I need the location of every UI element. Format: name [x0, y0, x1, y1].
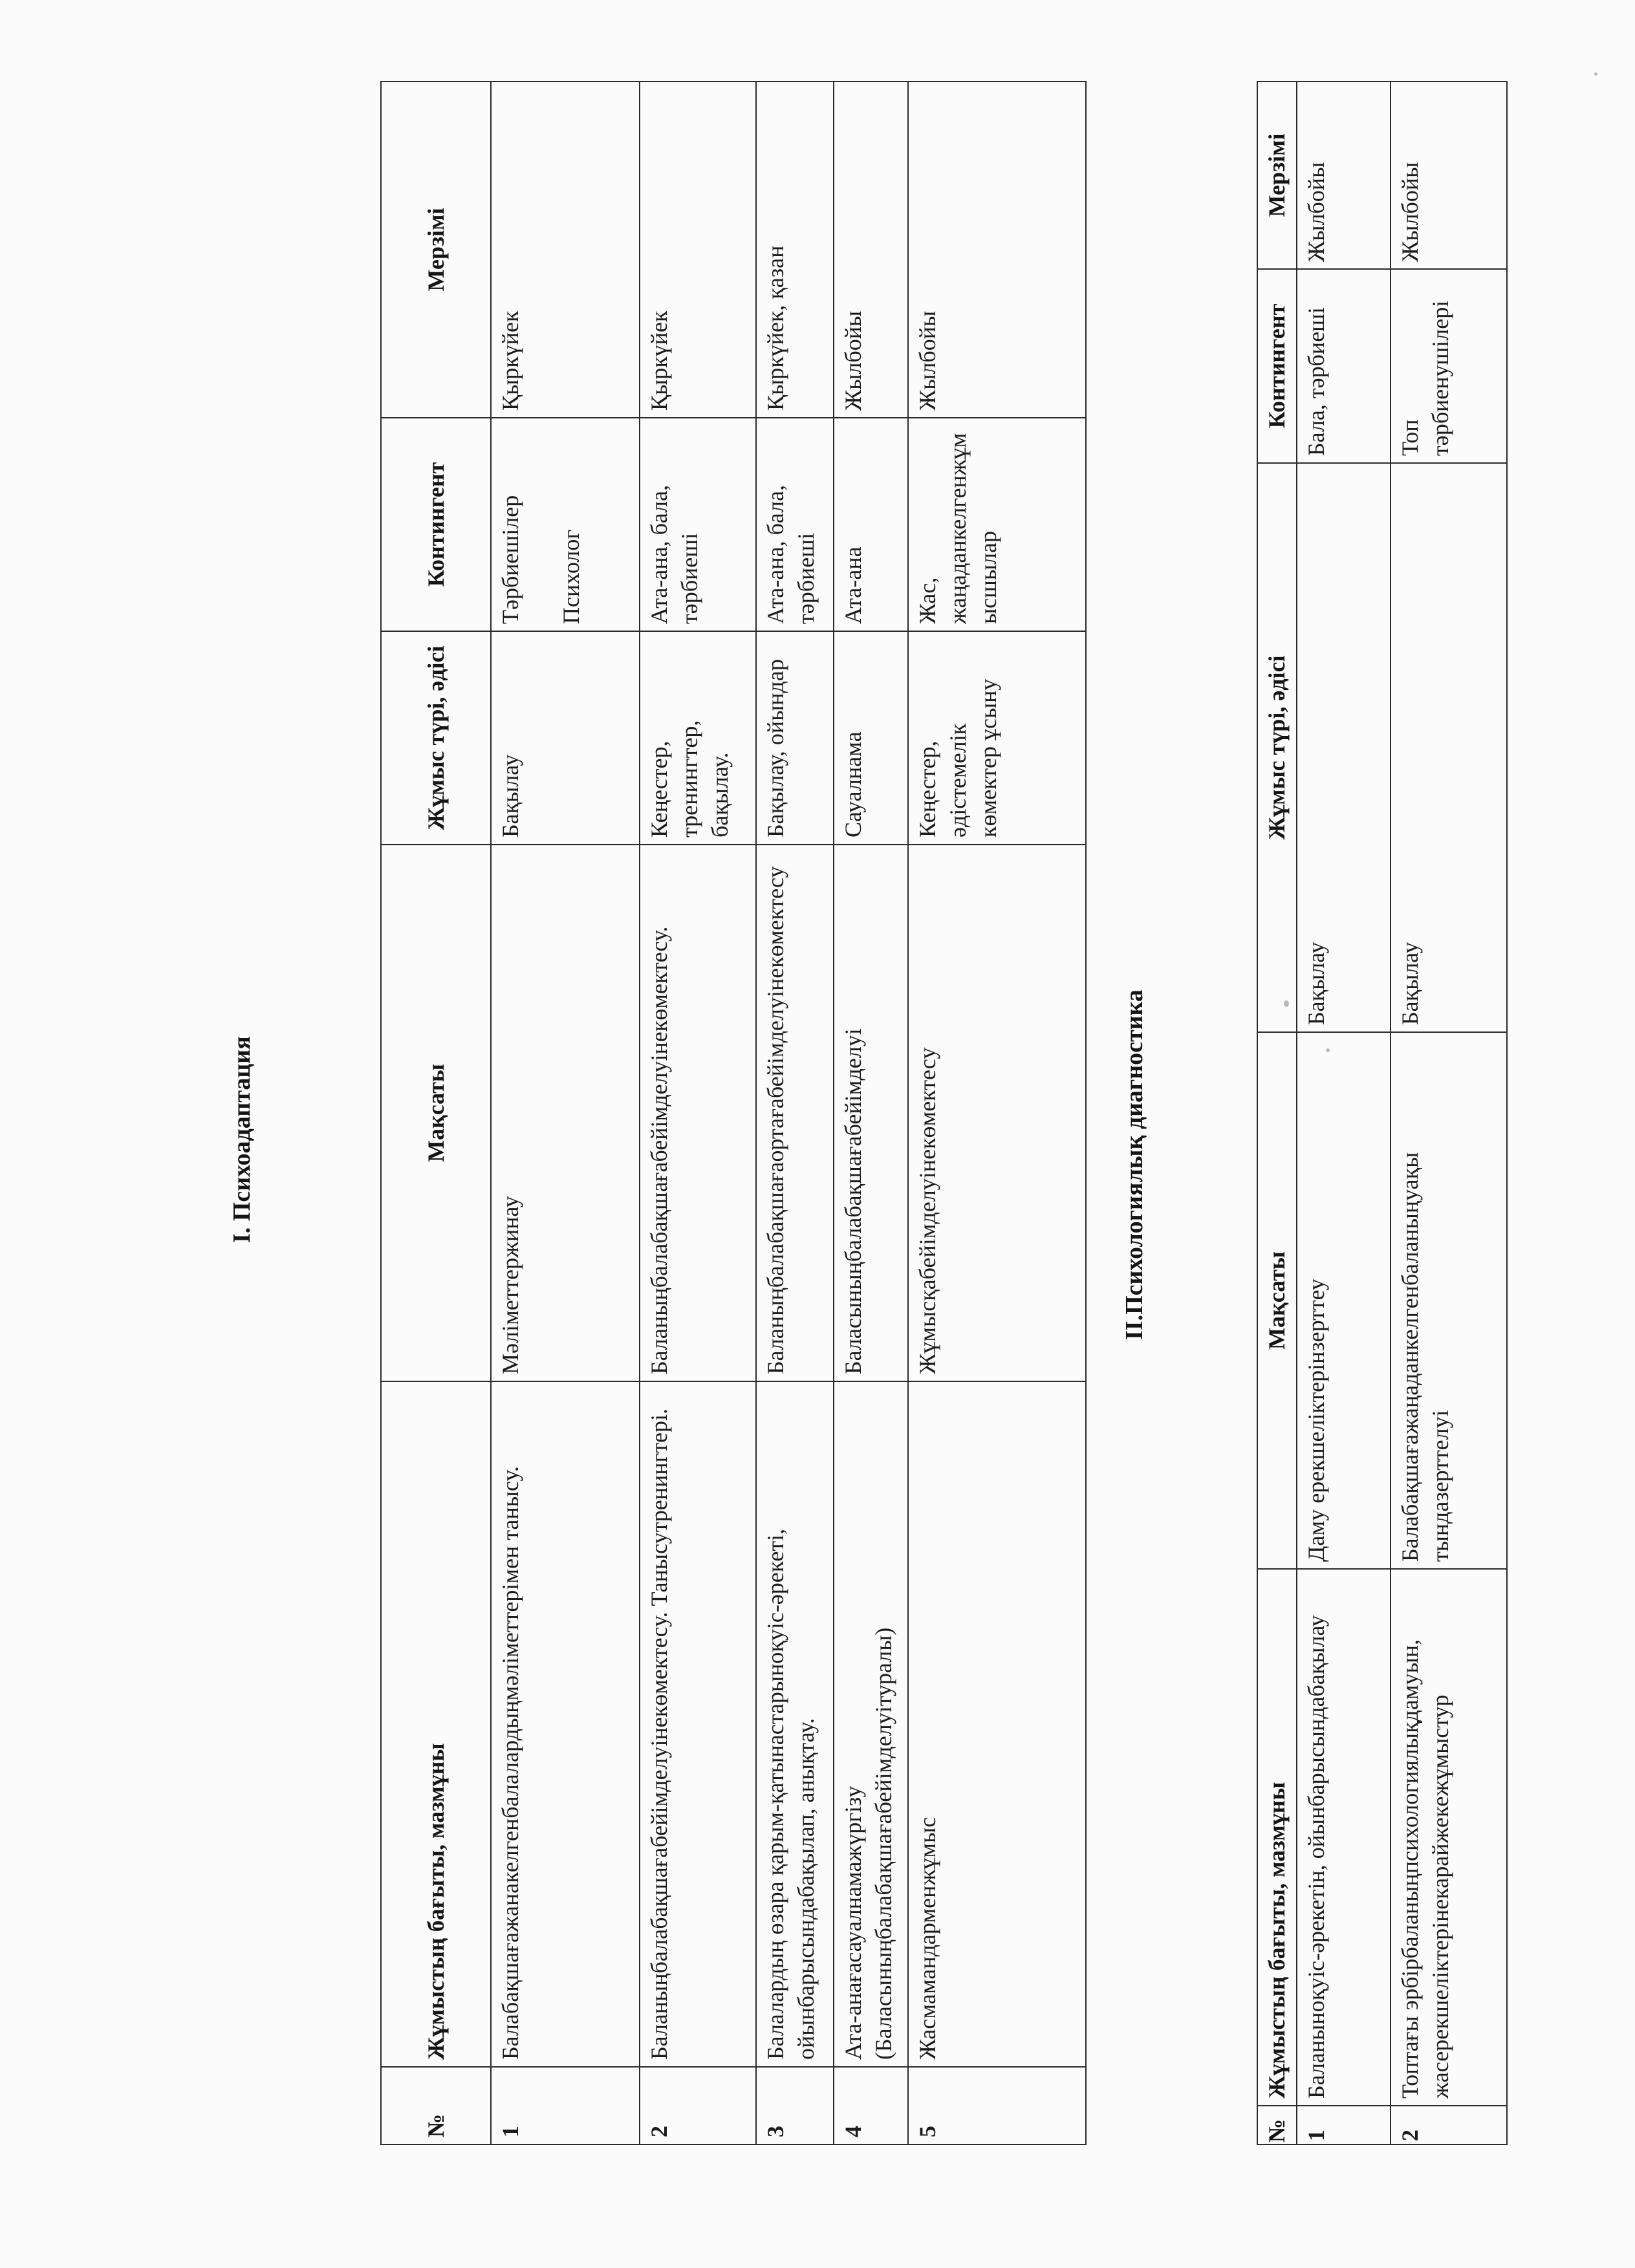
row-method: Кеңестер, әдістемелік көмектер ұсыну: [908, 631, 1086, 845]
scan-speck: [1284, 1000, 1289, 1007]
header-number: №: [1257, 2106, 1297, 2144]
section-title-psychological-diagnostics: ІІ.Психологиялық диагностика: [1121, 989, 1148, 1340]
table-row: [1391, 81, 1507, 2144]
row-contingent: Жас, жаңаданкелгенжұмысшылар: [908, 418, 1086, 631]
table-row: [908, 81, 1086, 2144]
row-goal: Жұмысқабейімделуінекөмектесу: [908, 845, 1086, 1381]
row-contingent: Ата-ана: [834, 418, 908, 631]
psychological-diagnostics-table: [1257, 81, 1508, 2145]
row-term: Қыркүйек: [491, 81, 640, 418]
row-direction: Жасмамандарменжұмыс: [908, 1381, 1086, 2067]
row-term: Қыркүйек: [640, 81, 756, 418]
table-row: [834, 81, 908, 2144]
header-method: Жұмыс түрі, әдісі: [381, 631, 491, 845]
header-number: №: [381, 2067, 491, 2144]
row-method: Бақылау: [1297, 463, 1391, 1032]
row-term: Жылбойы: [834, 81, 908, 418]
table-header-row: [1257, 81, 1297, 2144]
row-number: 1: [1297, 2106, 1391, 2144]
row-goal: Баланыңбалабақшағабейімделуінекөмектесу.: [640, 845, 756, 1381]
header-direction: Жұмыстың бағыты, мазмұны: [381, 1381, 491, 2067]
table-row: [640, 81, 756, 2144]
header-contingent: Контингент: [1257, 269, 1297, 463]
row-number: 4: [834, 2067, 908, 2144]
psychoadaptation-table: [380, 81, 1087, 2145]
contingent-line: Психолог: [558, 529, 584, 624]
row-number: 2: [640, 2067, 756, 2144]
row-contingent: Ата-ана, бала, тәрбиеші: [756, 418, 834, 631]
row-method: Кеңестер, тренингтер, бақылау.: [640, 631, 756, 845]
row-contingent: Ата-ана, бала, тәрбиеші: [640, 418, 756, 631]
row-number: 5: [908, 2067, 1086, 2144]
row-term: Жылбойы: [908, 81, 1086, 418]
header-contingent: Контингент: [381, 418, 491, 631]
header-goal: Мақсаты: [381, 845, 491, 1381]
row-direction: Ата-анағасауалнамажүргізу (Баласыныңбалабақшағабейімделуітуралы): [834, 1381, 908, 2067]
scan-speck: [1594, 72, 1597, 76]
row-goal: Мәліметтержинау: [491, 845, 640, 1381]
row-term: Жылбойы: [1391, 81, 1507, 269]
row-goal: Баланыңбалабақшағаортағабейімделуінекөмектесу: [756, 845, 834, 1381]
row-direction: Балалардың өзара қарым-қатынастарыноқуіс-әрекеті, ойынбарысындабақылап, анықтау.: [756, 1381, 834, 2067]
row-goal: Баласыныңбалабақшағабейімделуі: [834, 845, 908, 1381]
row-goal: Даму ерекшеліктерінзерттеу: [1297, 1032, 1391, 1569]
row-direction: Баланыноқуіс-әрекетін, ойынбарысындабақылау: [1297, 1569, 1391, 2106]
header-goal: Мақсаты: [1257, 1032, 1297, 1569]
row-contingent: Бала, тәрбиеші: [1297, 269, 1391, 463]
table-row: [1297, 81, 1391, 2144]
row-contingent: Топ тәрбиенушілері: [1391, 269, 1507, 463]
header-direction: Жұмыстың бағыты, мазмұны: [1257, 1569, 1297, 2106]
row-number: 2: [1391, 2106, 1507, 2144]
row-term: Жылбойы: [1297, 81, 1391, 269]
row-method: Сауалнама: [834, 631, 908, 845]
row-method: Бақылау: [1391, 463, 1507, 1032]
table-row: [491, 81, 640, 2144]
table-row: [756, 81, 834, 2144]
row-direction: Баланыңбалабақшағабейімделуінекөмектесу. Танысутренингтері.: [640, 1381, 756, 2067]
row-direction: Балабақшағажанакелгенбалалардыңмәліметтерімен танысу.: [491, 1381, 640, 2067]
header-term: Мерзімі: [381, 81, 491, 418]
scan-speck: [1326, 1048, 1330, 1052]
row-number: 3: [756, 2067, 834, 2144]
table-header-row: [381, 81, 491, 2144]
contingent-line: Тәрбиешілер: [497, 495, 523, 624]
row-goal: Балабақшағажаңаданкелгенбаланыңуақы тындазерттелуі: [1391, 1032, 1507, 1569]
header-method: Жұмыс түрі, әдісі: [1257, 463, 1297, 1032]
row-direction: Топтағы эрбірбаланыңпсихологиялықдамуын, жасерекшеліктерінекарайжекежұмыстур: [1391, 1569, 1507, 2106]
header-term: Мерзімі: [1257, 81, 1297, 269]
row-method: Бақылау: [491, 631, 640, 845]
row-contingent: [491, 418, 640, 631]
section-title-psychoadaptation: I. Психоадаптация: [228, 1036, 255, 1243]
row-number: 1: [491, 2067, 640, 2144]
row-term: Қыркүйек, қазан: [756, 81, 834, 418]
row-method: Бақылау, ойындар: [756, 631, 834, 845]
